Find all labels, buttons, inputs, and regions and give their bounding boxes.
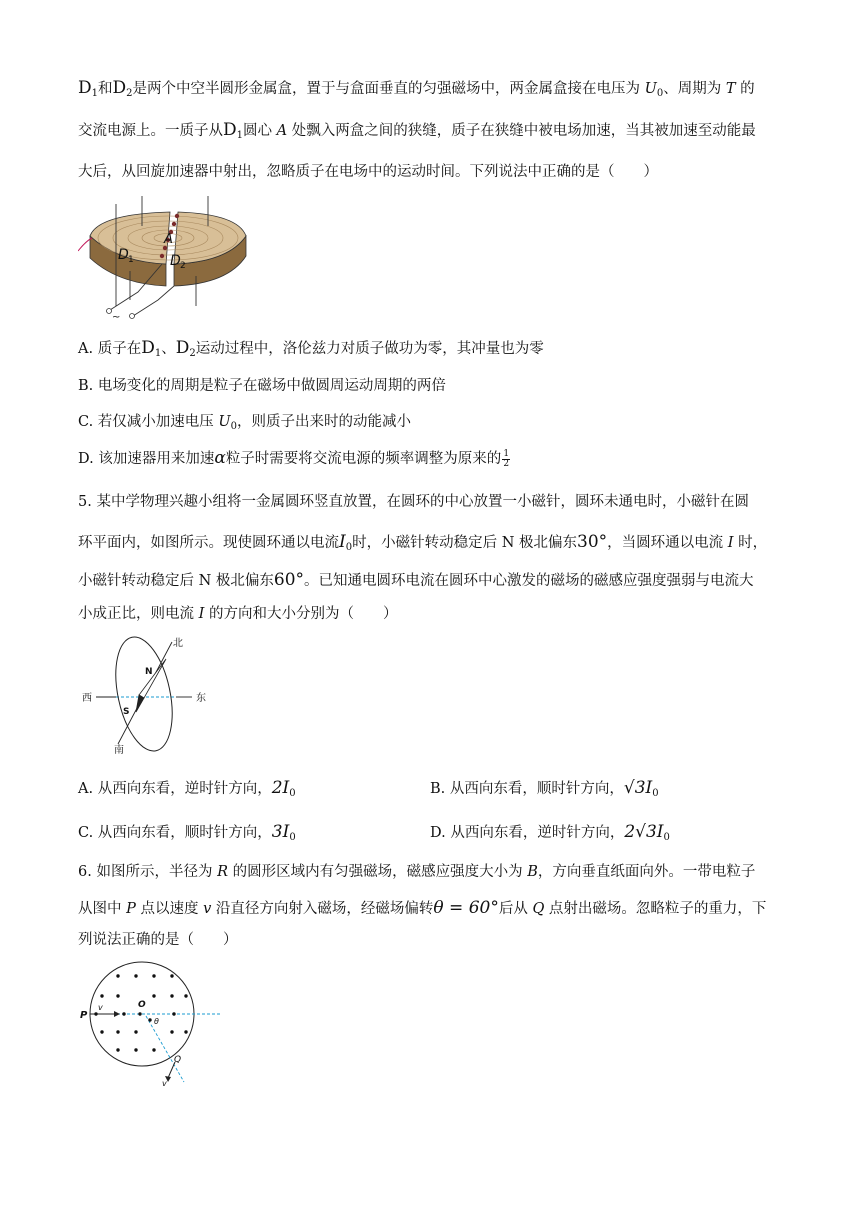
q6-stem-line-1: 6. 如图所示，半径为 R 的圆形区域内有匀强磁场，磁感应强度大小为 B，方向垂直纸面向外。一带电粒子 (78, 864, 756, 880)
svg-text:2: 2 (180, 261, 186, 271)
q5-stem-line-2: 环平面内，如图所示。现使圆环通以电流$I_0$时，小磁针转动稳定后 N 极北偏东30°，当圆环通以电流 I 时， (78, 532, 768, 553)
q4-option-d: D. 该加速器用来加速α粒子时需要将交流电源的频率调整为原来的 $\frac{1}{2}$ (78, 448, 510, 469)
svg-text:D: D (170, 253, 181, 269)
svg-text:~: ~ (112, 312, 121, 321)
svg-text:S: S (123, 707, 130, 717)
field-dots (94, 974, 187, 1051)
svg-text:v: v (98, 1003, 103, 1012)
svg-text:北: 北 (173, 638, 183, 649)
q5-option-a: A. 从西向东看，逆时针方向，$2I_0$ (78, 778, 296, 799)
svg-text:西: 西 (82, 693, 92, 704)
q4-option-b: B. 电场变化的周期是粒子在磁场中做圆周运动周期的两倍 (78, 378, 446, 394)
svg-text:东: 东 (196, 693, 206, 704)
svg-text:v: v (162, 1079, 167, 1088)
svg-text:A: A (164, 232, 173, 247)
svg-text:1: 1 (128, 255, 134, 265)
svg-text:D: D (118, 247, 129, 263)
q5-stem-line-4: 小成正比，则电流 I 的方向和大小分别为（ ） (78, 606, 398, 622)
cyclotron-figure (78, 196, 253, 321)
q5-option-b: B. 从西向东看，顺时针方向，$√3I_0$ (430, 778, 659, 799)
ring-compass-figure (78, 632, 218, 757)
magnetic-field-figure (78, 958, 228, 1088)
svg-text:N: N (145, 667, 153, 677)
q4-option-c: C. 若仅减小加速电压 $U_0$，则质子出来时的动能减小 (78, 414, 412, 432)
svg-text:南: 南 (114, 745, 124, 756)
q6-stem-line-2: 从图中 P 点以速度 v 沿直径方向射入磁场，经磁场偏转θ = 60°后从 Q 点射出磁场。忽略粒子的重力，下 (78, 898, 767, 918)
q5-option-d: D. 从西向东看，逆时针方向，$2√3I_0$ (430, 822, 670, 843)
q5-option-c: C. 从西向东看，顺时针方向，$3I_0$ (78, 822, 296, 843)
q4-stem-line-1: $D_1$和$D_2$是两个中空半圆形金属盒，置于与盒面垂直的匀强磁场中，两金属盒接在电压为 $U_0$、周期为 T 的 (78, 78, 755, 99)
svg-text:P: P (80, 1010, 88, 1021)
q5-stem-line-3: 小磁针转动稳定后 N 极北偏东60°。已知通电圆环电流在圆环中心激发的磁场的磁感应强度强弱与电流大 (78, 570, 754, 590)
svg-text:Q: Q (174, 1055, 182, 1065)
q6-stem-line-3: 列说法正确的是（ ） (78, 932, 238, 948)
q4-stem-line-2: 交流电源上。一质子从$D_1$圆心 A 处飘入两盒之间的狭缝，质子在狭缝中被电场加速，当其被加速至动能最 (78, 120, 756, 141)
svg-text:θ: θ (154, 1017, 159, 1026)
q4-stem-line-3: 大后，从回旋加速器中射出，忽略质子在电场中的运动时间。下列说法中正确的是（ ） (78, 164, 658, 180)
q5-stem-line-1: 5. 某中学物理兴趣小组将一金属圆环竖直放置，在圆环的中心放置一小磁针，圆环未通电时，小磁针在圆 (78, 494, 749, 510)
svg-text:O: O (138, 1000, 146, 1010)
q4-option-a: A. 质子在$D_1$、$D_2$运动过程中，洛伦兹力对质子做功为零，其冲量也为零 (78, 338, 544, 359)
